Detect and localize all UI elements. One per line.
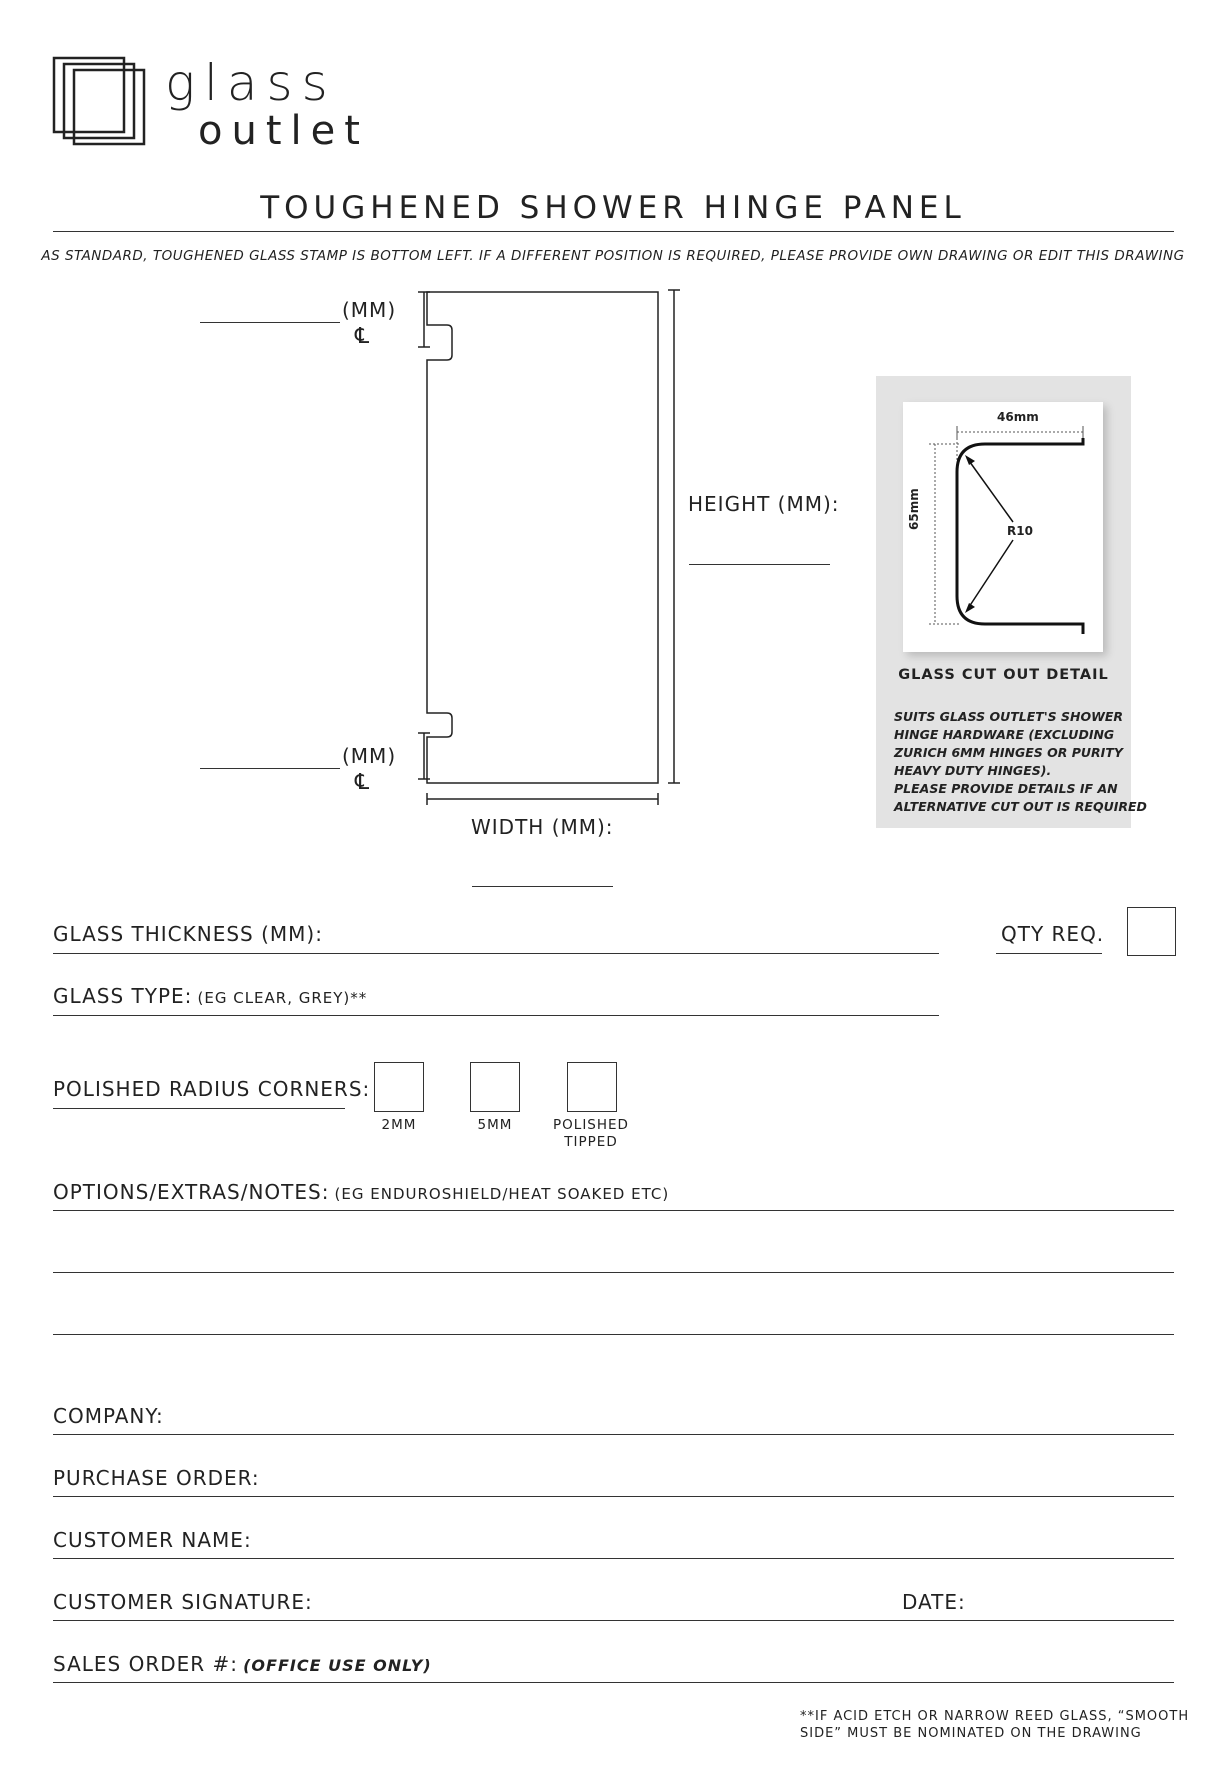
footnote-line1: **IF ACID ETCH OR NARROW REED GLASS, “SMOOTH xyxy=(800,1709,1190,1724)
cutout-height-dim: 65mm xyxy=(907,488,921,530)
cutout-title: GLASS CUT OUT DETAIL xyxy=(898,667,1109,683)
corner-polished-label xyxy=(543,1117,639,1151)
qty-underline xyxy=(996,953,1102,954)
cutout-note xyxy=(894,708,1147,816)
glass-type-hint: (EG CLEAR, GREY)** xyxy=(197,989,368,1007)
company-field[interactable] xyxy=(53,1434,1174,1435)
sales-order-field[interactable] xyxy=(53,1682,1174,1683)
cutout-note-line: HEAVY DUTY HINGES). xyxy=(894,763,1052,778)
footnote xyxy=(800,1708,1189,1742)
polished-corners-rule xyxy=(53,1108,345,1109)
corner-polished-line2: TIPPED xyxy=(564,1134,618,1150)
corner-2mm-checkbox[interactable] xyxy=(374,1062,424,1112)
cutout-note-line: HINGE HARDWARE (EXCLUDING xyxy=(894,727,1115,742)
subtitle-note: AS STANDARD, TOUGHENED GLASS STAMP IS BOTTOM LEFT. IF A DIFFERENT POSITION IS REQUIRED, PLEASE PROVIDE OWN DRAWING OR EDIT THIS DRAWING xyxy=(41,248,1185,264)
polished-corners-label: POLISHED RADIUS CORNERS: xyxy=(53,1077,371,1101)
corner-polished-line1: POLISHED xyxy=(553,1117,629,1133)
width-blank[interactable] xyxy=(472,886,613,887)
options-line-2[interactable] xyxy=(53,1272,1174,1273)
qty-box[interactable] xyxy=(1127,907,1176,956)
glass-thickness-label: GLASS THICKNESS (MM): xyxy=(53,922,323,946)
cutout-diagram-card xyxy=(903,402,1103,652)
corner-5mm-label: 5MM xyxy=(477,1117,513,1133)
page-title: TOUGHENED SHOWER HINGE PANEL xyxy=(260,190,966,226)
options-line-1[interactable] xyxy=(53,1210,1174,1211)
glass-type-label: GLASS TYPE: xyxy=(53,984,193,1008)
bottom-hinge-label: (MM) xyxy=(342,744,397,768)
sales-order-hint: (OFFICE USE ONLY) xyxy=(243,1656,432,1675)
logo-squares-icon xyxy=(52,56,152,148)
width-label: WIDTH (MM): xyxy=(471,815,614,839)
logo-word-outlet: outlet xyxy=(198,108,369,154)
options-row xyxy=(53,1180,669,1204)
top-hinge-blank[interactable] xyxy=(200,322,340,323)
cutout-radius: R10 xyxy=(1007,524,1033,538)
cutout-width-dim: 46mm xyxy=(997,410,1039,424)
qty-label: QTY REQ. xyxy=(1001,922,1105,946)
logo xyxy=(52,54,369,156)
options-label: OPTIONS/EXTRAS/NOTES: xyxy=(53,1180,330,1204)
bottom-centerline-icon: ℄ xyxy=(355,770,370,795)
height-label: HEIGHT (MM): xyxy=(688,492,840,516)
cutout-diagram xyxy=(903,402,1103,652)
height-blank[interactable] xyxy=(689,564,830,565)
customer-name-label: CUSTOMER NAME: xyxy=(53,1528,252,1552)
corner-5mm-checkbox[interactable] xyxy=(470,1062,520,1112)
cutout-note-line: PLEASE PROVIDE DETAILS IF AN xyxy=(894,781,1118,796)
options-line-3[interactable] xyxy=(53,1334,1174,1335)
company-label: COMPANY: xyxy=(53,1404,164,1428)
logo-word-glass: glass xyxy=(165,54,337,112)
cutout-detail-panel xyxy=(876,376,1147,828)
customer-signature-label: CUSTOMER SIGNATURE: xyxy=(53,1590,313,1614)
customer-name-field[interactable] xyxy=(53,1558,1174,1559)
glass-thickness-field[interactable] xyxy=(53,953,939,954)
date-label: DATE: xyxy=(902,1590,966,1614)
sales-order-row xyxy=(53,1652,432,1676)
panel-drawing xyxy=(0,280,860,820)
purchase-order-label: PURCHASE ORDER: xyxy=(53,1466,260,1490)
sales-order-label: SALES ORDER #: xyxy=(53,1652,239,1676)
cutout-note-line: ZURICH 6MM HINGES OR PURITY xyxy=(894,745,1123,760)
bottom-hinge-blank[interactable] xyxy=(200,768,340,769)
top-centerline-icon: ℄ xyxy=(355,324,370,349)
cutout-note-line: SUITS GLASS OUTLET'S SHOWER xyxy=(894,709,1124,724)
signature-date-field[interactable] xyxy=(53,1620,1174,1621)
corner-2mm-label: 2MM xyxy=(381,1117,417,1133)
top-hinge-label: (MM) xyxy=(342,298,397,322)
purchase-order-field[interactable] xyxy=(53,1496,1174,1497)
cutout-note-line: ALTERNATIVE CUT OUT IS REQUIRED xyxy=(894,799,1147,814)
footnote-line2: SIDE” MUST BE NOMINATED ON THE DRAWING xyxy=(800,1726,1142,1741)
glass-type-row xyxy=(53,984,367,1008)
glass-type-field[interactable] xyxy=(53,1015,939,1016)
options-hint: (EG ENDUROSHIELD/HEAT SOAKED ETC) xyxy=(334,1185,670,1203)
corner-polished-checkbox[interactable] xyxy=(567,1062,617,1112)
title-rule xyxy=(53,231,1174,232)
